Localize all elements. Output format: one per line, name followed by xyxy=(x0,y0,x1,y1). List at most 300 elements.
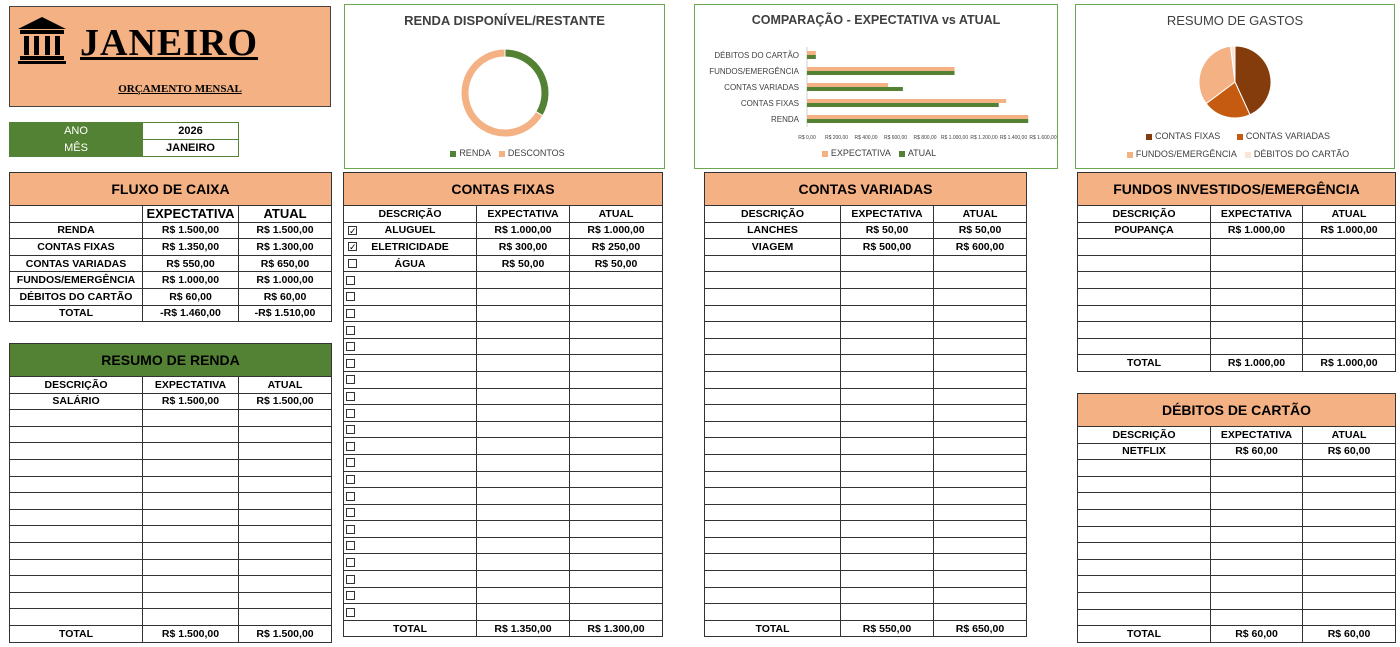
table-cell[interactable] xyxy=(239,410,332,427)
table-cell[interactable] xyxy=(1211,322,1303,339)
table-cell[interactable] xyxy=(841,355,934,372)
table-cell[interactable] xyxy=(934,322,1027,339)
bar-atual[interactable] xyxy=(807,55,816,59)
table-row xyxy=(1078,239,1396,256)
table-cell[interactable] xyxy=(841,338,934,355)
table-cell[interactable]: NETFLIX xyxy=(1078,443,1211,460)
table-cell[interactable] xyxy=(1303,493,1396,510)
table-cell[interactable] xyxy=(344,305,477,322)
table-cell[interactable] xyxy=(1303,592,1396,609)
table-cell[interactable]: R$ 1.000,00 xyxy=(570,222,663,239)
table-cell[interactable] xyxy=(1303,322,1396,339)
table-cell[interactable] xyxy=(934,288,1027,305)
table-row xyxy=(10,576,332,593)
slice-renda[interactable] xyxy=(505,49,549,116)
table-cell[interactable] xyxy=(705,305,841,322)
table-cell[interactable]: VIAGEM xyxy=(705,239,841,256)
table-row xyxy=(10,393,332,410)
table-cell[interactable]: R$ 300,00 xyxy=(477,239,570,256)
table-cell[interactable] xyxy=(1303,338,1396,355)
table-cell[interactable] xyxy=(570,454,663,471)
table-cell[interactable] xyxy=(1078,460,1211,477)
table-cell[interactable] xyxy=(344,388,477,405)
table-cell[interactable] xyxy=(239,426,332,443)
table-cell[interactable]: R$ 1.000,00 xyxy=(1211,222,1303,239)
checkbox[interactable]: ✓ xyxy=(349,242,357,253)
checkbox[interactable] xyxy=(346,458,355,467)
table-cell[interactable] xyxy=(1303,305,1396,322)
table-cell[interactable] xyxy=(570,288,663,305)
table-cell[interactable] xyxy=(705,438,841,455)
table-cell[interactable] xyxy=(934,305,1027,322)
table-cell[interactable] xyxy=(344,421,477,438)
table-cell[interactable] xyxy=(841,438,934,455)
table-cell[interactable] xyxy=(841,488,934,505)
table-cell[interactable]: R$ 50,00 xyxy=(841,222,934,239)
table-cell[interactable] xyxy=(934,438,1027,455)
table-cell[interactable] xyxy=(934,521,1027,538)
table-cell[interactable] xyxy=(570,537,663,554)
table-cell[interactable] xyxy=(10,559,143,576)
table-cell[interactable] xyxy=(344,222,477,239)
donut-chart xyxy=(455,43,555,143)
table-cell[interactable]: R$ 50,00 xyxy=(934,222,1027,239)
table-cell[interactable] xyxy=(570,272,663,289)
table-cell[interactable] xyxy=(239,592,332,609)
bar-expectativa[interactable] xyxy=(807,99,1006,103)
column-header-row xyxy=(10,377,332,394)
table-cell[interactable] xyxy=(570,471,663,488)
table-cell[interactable] xyxy=(705,554,841,571)
table-cell[interactable] xyxy=(570,388,663,405)
table-cell[interactable] xyxy=(1078,543,1211,560)
table-row xyxy=(10,288,332,305)
table-cell[interactable]: R$ 1.500,00 xyxy=(143,393,239,410)
table-cell[interactable] xyxy=(705,488,841,505)
checkbox[interactable] xyxy=(346,425,355,434)
checkbox[interactable] xyxy=(346,342,355,351)
table-cell[interactable] xyxy=(143,509,239,526)
table-cell[interactable] xyxy=(344,454,477,471)
table-cell[interactable] xyxy=(10,592,143,609)
table-cell[interactable] xyxy=(344,604,477,621)
table-cell[interactable]: LANCHES xyxy=(705,222,841,239)
table-cell[interactable] xyxy=(570,405,663,422)
table-cell[interactable] xyxy=(344,371,477,388)
table-cell[interactable] xyxy=(143,542,239,559)
checkbox[interactable] xyxy=(346,326,355,335)
table-cell[interactable] xyxy=(705,355,841,372)
bar-expectativa[interactable] xyxy=(807,83,888,87)
table-cell[interactable] xyxy=(1211,272,1303,289)
table-cell[interactable] xyxy=(841,587,934,604)
table-cell[interactable] xyxy=(477,338,570,355)
table-cell[interactable] xyxy=(477,371,570,388)
table-cell[interactable] xyxy=(1211,559,1303,576)
table-cell[interactable] xyxy=(239,542,332,559)
table-cell[interactable] xyxy=(841,471,934,488)
checkbox[interactable] xyxy=(346,525,355,534)
table-cell[interactable] xyxy=(1078,476,1211,493)
table-cell[interactable]: R$ 50,00 xyxy=(570,255,663,272)
table-cell[interactable] xyxy=(477,405,570,422)
table-cell[interactable] xyxy=(1078,576,1211,593)
table-cell[interactable] xyxy=(477,355,570,372)
table-row xyxy=(1078,609,1396,626)
table-cell[interactable]: POUPANÇA xyxy=(1078,222,1211,239)
checkbox[interactable] xyxy=(346,375,355,384)
table-cell[interactable] xyxy=(841,288,934,305)
table-cell[interactable] xyxy=(1303,559,1396,576)
table-cell[interactable] xyxy=(934,604,1027,621)
table-cell[interactable]: R$ 50,00 xyxy=(477,255,570,272)
table-cell[interactable] xyxy=(1211,460,1303,477)
checkbox[interactable] xyxy=(346,508,355,517)
table-cell[interactable] xyxy=(1211,592,1303,609)
table-cell[interactable] xyxy=(344,554,477,571)
table-cell[interactable] xyxy=(10,576,143,593)
table-cell[interactable] xyxy=(934,471,1027,488)
table-cell[interactable] xyxy=(934,454,1027,471)
checkbox[interactable] xyxy=(346,591,355,600)
table-cell[interactable] xyxy=(705,454,841,471)
year-value[interactable]: 2026 xyxy=(143,123,239,140)
table-cell[interactable] xyxy=(143,526,239,543)
table-cell[interactable] xyxy=(1303,609,1396,626)
bar-expectativa[interactable] xyxy=(807,67,955,71)
table-cell[interactable] xyxy=(1211,493,1303,510)
bar-chart xyxy=(695,43,1057,143)
table-cell[interactable] xyxy=(344,405,477,422)
table-cell[interactable] xyxy=(239,509,332,526)
table-cell[interactable] xyxy=(1078,609,1211,626)
table-cell[interactable] xyxy=(934,355,1027,372)
table-cell[interactable] xyxy=(1078,288,1211,305)
table-cell[interactable] xyxy=(10,526,143,543)
table-cell[interactable] xyxy=(1303,576,1396,593)
checkbox[interactable] xyxy=(346,541,355,550)
table-cell[interactable] xyxy=(1211,576,1303,593)
table-cell[interactable] xyxy=(477,488,570,505)
table-cell[interactable] xyxy=(1303,526,1396,543)
table-cell[interactable]: R$ 600,00 xyxy=(934,239,1027,256)
table-cell[interactable] xyxy=(705,537,841,554)
chart-resumo-gastos[interactable] xyxy=(1075,4,1395,169)
table-cell[interactable] xyxy=(143,476,239,493)
table-cell[interactable] xyxy=(344,338,477,355)
table-cell[interactable] xyxy=(477,587,570,604)
table-cell[interactable] xyxy=(570,338,663,355)
bar-atual[interactable] xyxy=(807,71,955,75)
table-cell[interactable] xyxy=(705,371,841,388)
x-tick-label: R$ 800,00 xyxy=(913,135,937,141)
table-cell[interactable] xyxy=(705,587,841,604)
table-cell[interactable] xyxy=(705,521,841,538)
table-cell[interactable]: R$ 60,00 xyxy=(1303,443,1396,460)
table-cell[interactable] xyxy=(143,559,239,576)
table-cell[interactable] xyxy=(934,272,1027,289)
total-cell: R$ 1.500,00 xyxy=(143,625,239,642)
checkbox[interactable] xyxy=(346,558,355,567)
table-cell[interactable] xyxy=(143,426,239,443)
table-cell[interactable] xyxy=(705,405,841,422)
table-cell[interactable] xyxy=(705,421,841,438)
table-cell[interactable] xyxy=(570,488,663,505)
table-cell[interactable]: SALÁRIO xyxy=(10,393,143,410)
table-cell[interactable] xyxy=(1078,509,1211,526)
checkbox[interactable] xyxy=(346,608,355,617)
table-cell[interactable] xyxy=(477,288,570,305)
table-cell[interactable] xyxy=(344,587,477,604)
table-cell[interactable] xyxy=(239,576,332,593)
checkbox[interactable] xyxy=(346,475,355,484)
table-row xyxy=(10,426,332,443)
table-cell[interactable] xyxy=(344,355,477,372)
table-cell[interactable] xyxy=(570,604,663,621)
table-cell[interactable] xyxy=(344,537,477,554)
table-cell[interactable] xyxy=(10,542,143,559)
table-cell[interactable] xyxy=(10,410,143,427)
table-cell[interactable] xyxy=(1303,255,1396,272)
checkbox[interactable] xyxy=(346,309,355,318)
table-cell[interactable] xyxy=(1078,305,1211,322)
table-cell[interactable] xyxy=(570,521,663,538)
table-cell[interactable] xyxy=(1211,609,1303,626)
table-cell[interactable] xyxy=(477,604,570,621)
table-cell[interactable] xyxy=(934,504,1027,521)
table-cell[interactable] xyxy=(1078,493,1211,510)
budget-subtitle: ORÇAMENTO MENSAL xyxy=(118,83,242,95)
table-cell[interactable] xyxy=(344,322,477,339)
table-cell[interactable] xyxy=(1211,255,1303,272)
table-cell[interactable] xyxy=(143,459,239,476)
table-cell[interactable] xyxy=(705,288,841,305)
table-cell[interactable] xyxy=(477,454,570,471)
table-cell[interactable] xyxy=(239,476,332,493)
table-cell[interactable] xyxy=(477,305,570,322)
table-cell[interactable] xyxy=(1303,476,1396,493)
bar-expectativa[interactable] xyxy=(807,115,1028,119)
table-cell[interactable] xyxy=(1211,543,1303,560)
table-cell[interactable] xyxy=(10,493,143,510)
table-cell[interactable] xyxy=(841,371,934,388)
table-cell[interactable] xyxy=(570,371,663,388)
table-cell[interactable] xyxy=(841,537,934,554)
table-cell[interactable] xyxy=(344,255,477,272)
table-cell[interactable]: R$ 1.500,00 xyxy=(239,393,332,410)
table-cell[interactable] xyxy=(239,443,332,460)
table-cell[interactable] xyxy=(1303,460,1396,477)
table-cell[interactable] xyxy=(934,537,1027,554)
table-cell[interactable] xyxy=(10,476,143,493)
table-cell[interactable] xyxy=(705,604,841,621)
table-cell[interactable] xyxy=(570,587,663,604)
table-cell[interactable] xyxy=(705,571,841,588)
table-cell[interactable] xyxy=(1078,255,1211,272)
table-cell[interactable] xyxy=(344,571,477,588)
month-value[interactable]: JANEIRO xyxy=(143,140,239,157)
table-cell[interactable] xyxy=(10,609,143,626)
table-cell[interactable] xyxy=(841,454,934,471)
table-cell[interactable] xyxy=(477,554,570,571)
table-cell[interactable] xyxy=(934,371,1027,388)
table-cell[interactable] xyxy=(1078,322,1211,339)
table-cell[interactable] xyxy=(934,405,1027,422)
table-cell[interactable] xyxy=(1211,338,1303,355)
table-cell[interactable] xyxy=(477,322,570,339)
table-cell[interactable] xyxy=(477,537,570,554)
table-cell[interactable] xyxy=(705,338,841,355)
table-cell[interactable] xyxy=(10,459,143,476)
table-cell[interactable] xyxy=(1211,288,1303,305)
table-cell[interactable] xyxy=(570,554,663,571)
table-row xyxy=(344,537,663,554)
table-cell[interactable] xyxy=(1211,305,1303,322)
table-cell[interactable] xyxy=(705,272,841,289)
table-cell[interactable] xyxy=(344,288,477,305)
table-cell[interactable] xyxy=(841,421,934,438)
checkbox[interactable] xyxy=(346,409,355,418)
table-cell[interactable] xyxy=(934,554,1027,571)
legend-swatch xyxy=(822,151,828,157)
table-cell[interactable] xyxy=(1303,543,1396,560)
checkbox[interactable] xyxy=(346,292,355,301)
table-cell[interactable] xyxy=(1078,526,1211,543)
table-cell[interactable] xyxy=(477,571,570,588)
table-cell[interactable] xyxy=(10,443,143,460)
table-cell[interactable] xyxy=(841,504,934,521)
table-cell[interactable] xyxy=(934,388,1027,405)
table-cell[interactable] xyxy=(477,521,570,538)
table-cell[interactable] xyxy=(143,609,239,626)
table-cell[interactable] xyxy=(841,571,934,588)
table-cell[interactable] xyxy=(143,443,239,460)
table-cell: R$ 60,00 xyxy=(143,288,239,305)
table-cell[interactable] xyxy=(143,493,239,510)
bar-expectativa[interactable] xyxy=(807,51,816,55)
table-cell[interactable] xyxy=(934,571,1027,588)
table-cell[interactable] xyxy=(570,504,663,521)
table-cell[interactable] xyxy=(1078,338,1211,355)
table-cell[interactable] xyxy=(344,239,477,256)
table-cell[interactable] xyxy=(477,388,570,405)
table-cell[interactable] xyxy=(239,559,332,576)
table-cell[interactable] xyxy=(1078,592,1211,609)
table-cell[interactable] xyxy=(1303,288,1396,305)
table-cell[interactable] xyxy=(1211,526,1303,543)
table-cell[interactable] xyxy=(1078,239,1211,256)
checkbox[interactable]: ✓ xyxy=(349,225,357,236)
table-cell[interactable] xyxy=(570,571,663,588)
table-cell[interactable] xyxy=(239,609,332,626)
table-cell[interactable] xyxy=(934,255,1027,272)
checkbox[interactable] xyxy=(348,259,357,268)
table-cell[interactable]: R$ 1.000,00 xyxy=(1303,222,1396,239)
table-cell[interactable] xyxy=(841,405,934,422)
table-cell[interactable] xyxy=(705,471,841,488)
table-cell[interactable] xyxy=(239,526,332,543)
table-cell[interactable] xyxy=(841,272,934,289)
chart-renda-disponivel[interactable] xyxy=(344,4,665,169)
checkbox[interactable] xyxy=(346,442,355,451)
table-cell[interactable] xyxy=(477,438,570,455)
table-cell[interactable] xyxy=(934,488,1027,505)
checkbox[interactable] xyxy=(346,359,355,368)
table-cell[interactable] xyxy=(477,504,570,521)
table-cell[interactable] xyxy=(344,488,477,505)
checkbox[interactable] xyxy=(346,575,355,584)
table-cell[interactable] xyxy=(934,421,1027,438)
table-cell[interactable] xyxy=(570,322,663,339)
table-cell[interactable] xyxy=(934,338,1027,355)
table-cell[interactable] xyxy=(570,305,663,322)
table-cell[interactable] xyxy=(344,471,477,488)
table-cell[interactable] xyxy=(143,592,239,609)
table-cell[interactable] xyxy=(1303,272,1396,289)
table-cell[interactable] xyxy=(10,426,143,443)
table-cell[interactable] xyxy=(1303,509,1396,526)
table-cell[interactable] xyxy=(477,272,570,289)
table-cell[interactable] xyxy=(934,587,1027,604)
table-cell[interactable] xyxy=(10,509,143,526)
table-cell[interactable] xyxy=(344,272,477,289)
table-cell[interactable] xyxy=(841,305,934,322)
table-cell[interactable] xyxy=(344,504,477,521)
table-cell[interactable] xyxy=(344,521,477,538)
table-cell[interactable] xyxy=(841,554,934,571)
table-cell[interactable]: R$ 500,00 xyxy=(841,239,934,256)
table-cell[interactable] xyxy=(1211,509,1303,526)
bar-atual[interactable] xyxy=(807,119,1028,123)
table-cell[interactable] xyxy=(1078,559,1211,576)
bar-atual[interactable] xyxy=(807,103,999,107)
table-cell[interactable] xyxy=(570,355,663,372)
pie-chart xyxy=(1198,45,1272,119)
bar-atual[interactable] xyxy=(807,87,903,91)
table-cell[interactable] xyxy=(1211,476,1303,493)
table-cell[interactable]: R$ 60,00 xyxy=(1211,443,1303,460)
table-cell[interactable] xyxy=(477,471,570,488)
debitos-cartao-table xyxy=(1077,393,1396,643)
table-cell[interactable] xyxy=(239,493,332,510)
table-cell[interactable]: R$ 250,00 xyxy=(570,239,663,256)
table-cell[interactable] xyxy=(143,410,239,427)
table-cell[interactable] xyxy=(705,388,841,405)
table-cell[interactable] xyxy=(239,459,332,476)
table-cell[interactable] xyxy=(477,421,570,438)
checkbox[interactable] xyxy=(346,492,355,501)
table-cell[interactable] xyxy=(344,438,477,455)
table-cell[interactable]: R$ 1.000,00 xyxy=(477,222,570,239)
table-cell[interactable] xyxy=(570,421,663,438)
chart-comparacao[interactable] xyxy=(694,4,1058,169)
table-cell[interactable] xyxy=(1303,239,1396,256)
table-cell[interactable] xyxy=(841,521,934,538)
table-cell[interactable] xyxy=(705,322,841,339)
table-cell[interactable] xyxy=(1078,272,1211,289)
table-cell[interactable] xyxy=(841,322,934,339)
table-cell[interactable] xyxy=(143,576,239,593)
table-cell[interactable] xyxy=(841,388,934,405)
table-cell[interactable] xyxy=(705,504,841,521)
table-cell[interactable] xyxy=(841,255,934,272)
table-cell[interactable] xyxy=(841,604,934,621)
table-cell[interactable] xyxy=(570,438,663,455)
checkbox[interactable] xyxy=(346,392,355,401)
table-cell[interactable] xyxy=(705,255,841,272)
checkbox[interactable] xyxy=(346,276,355,285)
table-cell[interactable] xyxy=(1211,239,1303,256)
